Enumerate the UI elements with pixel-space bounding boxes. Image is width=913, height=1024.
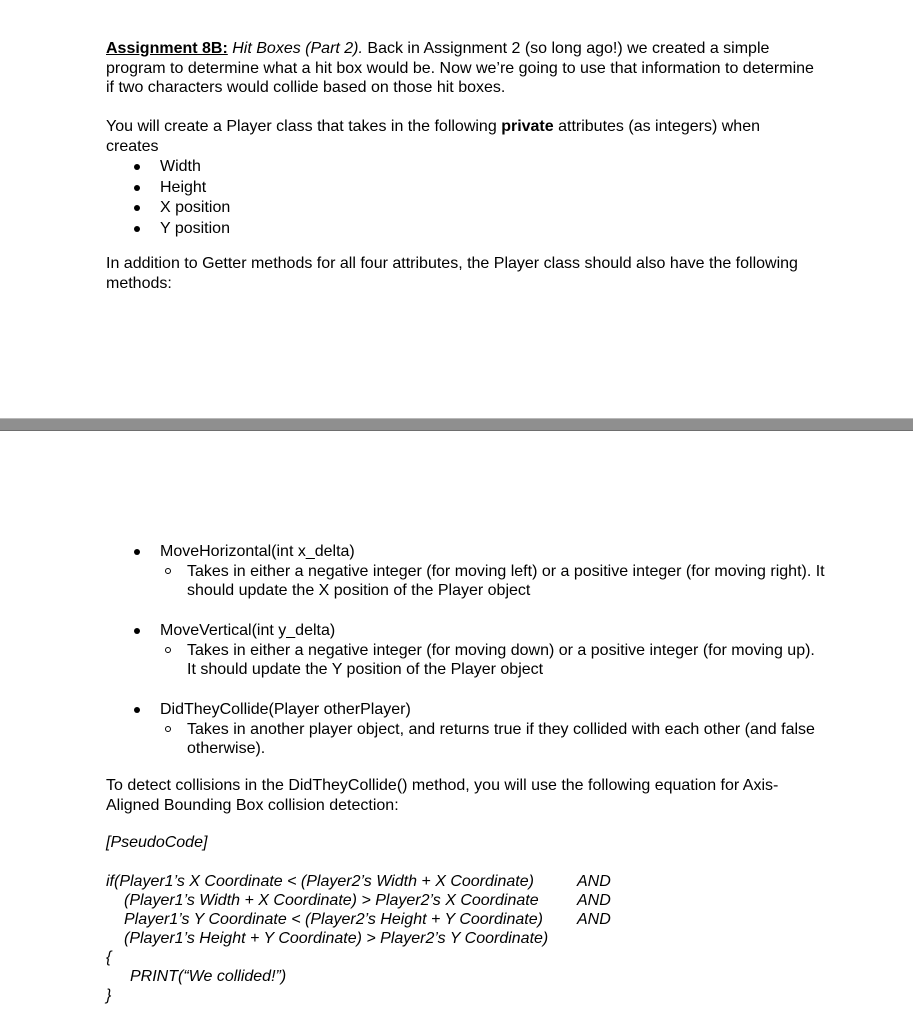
getters-paragraph: [106, 254, 816, 293]
method-name: MoveHorizontal(int x_delta): [160, 543, 355, 560]
collision-intro-paragraph: [106, 776, 816, 815]
and-keyword: AND: [577, 911, 611, 928]
pseudocode-line: (Player1’s Height + Y Coordinate) > Player2’s Y Coordinate): [124, 930, 549, 947]
method-description: Takes in another player object, and returns true if they collided with each other (and false otherwise).: [187, 720, 815, 757]
method-move-horizontal: [106, 542, 826, 601]
hollow-bullet-icon: [165, 726, 171, 732]
collision-intro-text: To detect collisions in the DidTheyCollide() method, you will use the following equation for Axis-Aligned Bounding Box collision detection:: [106, 777, 779, 814]
and-keyword: AND: [577, 892, 611, 909]
pseudocode-label: [PseudoCode]: [106, 834, 208, 851]
list-item: [106, 219, 816, 240]
attribute-width: Width: [160, 158, 201, 175]
attribute-height: Height: [160, 178, 207, 196]
hollow-bullet-icon: [165, 568, 171, 574]
attribute-list: [106, 157, 816, 239]
method-name: MoveVertical(int y_delta): [160, 622, 336, 639]
print-statement: PRINT(“We collided!”): [130, 968, 287, 985]
and-keyword: AND: [577, 873, 611, 890]
assignment-intro-text: Back in Assignment 2 (so long ago!) we created a simple program to determine what a hit box would be. Now we’re going to use that information to determine if two characters would collide based on those hit boxes.: [106, 40, 814, 96]
getters-text: In addition to Getter methods for all four attributes, the Player class should also have the following methods:: [106, 255, 798, 292]
player-class-text-after: attributes (as integers) when creates: [106, 118, 760, 155]
pseudocode-line: if(Player1’s X Coordinate < (Player2’s Width + X Coordinate): [106, 873, 534, 890]
page-divider: [0, 418, 913, 431]
list-item: [106, 157, 816, 178]
list-item: [106, 198, 816, 219]
method-name: DidTheyCollide(Player otherPlayer): [160, 701, 411, 718]
player-class-paragraph: [106, 117, 816, 239]
open-brace: {: [106, 949, 112, 966]
document-page-top: [0, 0, 913, 418]
bullet-icon: [134, 205, 140, 211]
bullet-icon: [134, 164, 140, 170]
method-did-they-collide: [106, 700, 826, 759]
private-keyword: private: [501, 118, 554, 135]
player-class-text-before: You will create a Player class that takes in the following: [106, 118, 497, 135]
pseudocode-line: (Player1’s Width + X Coordinate) > Player2’s X Coordinate: [124, 892, 539, 909]
hollow-bullet-icon: [165, 647, 171, 653]
bullet-icon: [134, 549, 140, 555]
bullet-icon: [134, 226, 140, 232]
bullet-icon: [134, 707, 140, 713]
close-brace: }: [106, 987, 112, 1004]
bullet-icon: [134, 628, 140, 634]
method-description: Takes in either a negative integer (for moving left) or a positive integer (for moving right). It should update the X position of the Player object: [187, 562, 825, 599]
bullet-icon: [134, 185, 140, 191]
assignment-intro-paragraph: [106, 39, 816, 98]
list-item: [106, 178, 816, 199]
assignment-subtitle: Hit Boxes (Part 2).: [232, 40, 363, 57]
attribute-y-position: Y position: [160, 219, 230, 237]
attribute-x-position: X position: [160, 199, 231, 216]
pseudocode-line: Player1’s Y Coordinate < (Player2’s Height + Y Coordinate): [124, 911, 543, 928]
assignment-heading: Assignment 8B:: [106, 40, 228, 57]
method-description: Takes in either a negative integer (for moving down) or a positive integer (for moving up). It should update the Y position of the Player object: [187, 641, 815, 678]
method-move-vertical: [106, 621, 826, 680]
